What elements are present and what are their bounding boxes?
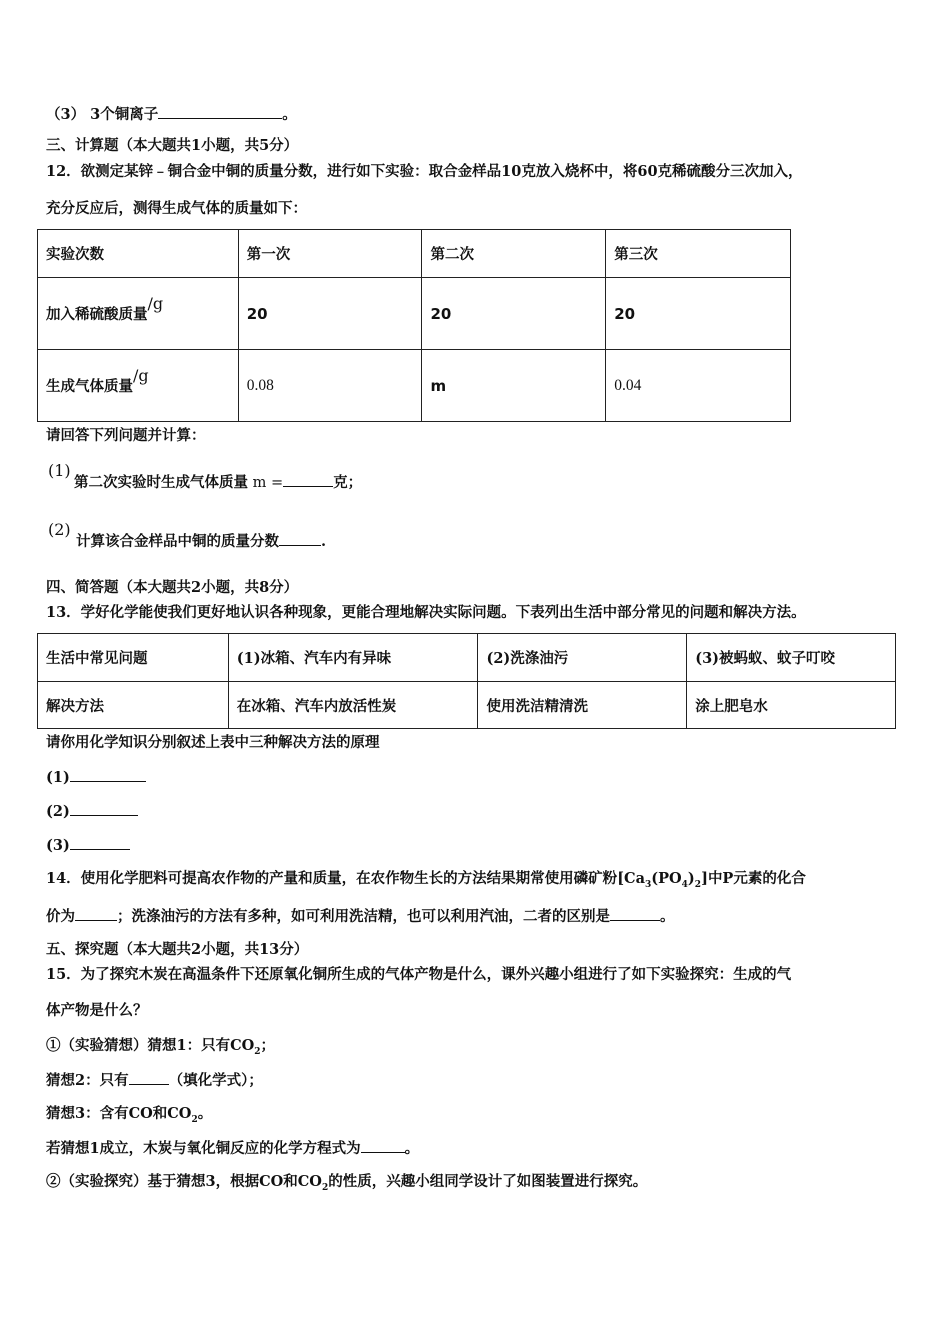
table-header-cell: 第一次 — [238, 230, 422, 278]
q12-sub2-number: (2) — [48, 520, 71, 539]
table-header-cell: 第三次 — [606, 230, 791, 278]
table-cell: m — [422, 350, 606, 422]
q12-sub1: 第二次实验时生成气体质量 m = 克； — [74, 474, 363, 491]
section-title-calc: 三、计算题（本大题共1小题，共5分） — [46, 137, 299, 154]
q12-prompt: 请回答下列问题并计算： — [46, 427, 206, 444]
answer-blank[interactable] — [75, 906, 117, 921]
answer-blank[interactable] — [70, 801, 138, 816]
row-label-acid: 加入稀硫酸质量/g — [38, 278, 239, 350]
q12-stem: 12．欲测定某锌﹣铜合金中铜的质量分数，进行如下实验：取合金样品10克放入烧杯中，将60克稀硫酸分三次加入， — [46, 163, 803, 180]
table-cell: 使用洗洁精清洗 — [478, 682, 687, 729]
q12-sub2: 计算该合金样品中铜的质量分数 . — [76, 533, 327, 550]
answer-blank[interactable] — [129, 1070, 169, 1085]
answer-blank[interactable] — [610, 906, 660, 921]
table-cell: 涂上肥皂水 — [687, 682, 896, 729]
answer-blank[interactable] — [158, 104, 282, 119]
answer-blank[interactable] — [283, 472, 333, 487]
row-label-gas: 生成气体质量/g — [38, 350, 239, 422]
q14-stem: 14．使用化学肥料可提高农作物的产量和质量，在农作物生长的方法结果期常使用磷矿粉$[Ca_3(PO_4)_2]$中P元素的化合 — [46, 870, 806, 890]
table-cell: 在冰箱、汽车内放活性炭 — [228, 682, 478, 729]
table-row — [38, 350, 791, 422]
q14-stem-cont: 价为 ；洗涤油污的方法有多种，如可利用洗洁精，也可以利用汽油，二者的区别是 。 — [46, 908, 675, 925]
q13-answer-3: (3) — [46, 835, 130, 856]
table-cell: 20 — [422, 278, 606, 350]
table-cell: 0.08 — [238, 350, 422, 422]
answer-blank[interactable] — [70, 835, 130, 850]
q12-sub1-number: (1) — [48, 461, 71, 480]
answer-blank[interactable] — [70, 767, 146, 782]
q15-guess-1: ①（实验猜想）猜想1：只有$CO_2$； — [46, 1037, 276, 1057]
q13-table — [37, 633, 896, 729]
q12-stem-cont: 充分反应后，测得生成气体的质量如下： — [46, 200, 307, 217]
table-cell: 生活中常见问题 — [38, 634, 229, 682]
table-cell: 解决方法 — [38, 682, 229, 729]
table-cell: 0.04 — [606, 350, 791, 422]
table-row — [38, 682, 896, 729]
table-row — [38, 634, 896, 682]
q11-part3-line: （3） 3个铜离子 。 — [46, 106, 297, 123]
q13-stem: 13．学好化学能使我们更好地认识各种现象，更能合理地解决实际问题。下表列出生活中部分常见的问题和解决方法。 — [46, 604, 806, 621]
answer-blank[interactable] — [279, 531, 321, 546]
q15-guess-3: 猜想3：含有CO和$CO_2$。 — [46, 1105, 213, 1125]
q13-prompt: 请你用化学知识分别叙述上表中三种解决方法的原理 — [46, 734, 380, 751]
q12-data-table — [37, 229, 791, 422]
table-cell: (2)洗涤油污 — [478, 634, 687, 682]
q15-experiment: ②（实验探究）基于猜想3，根据CO和$CO_2$的性质，兴趣小组同学设计了如图装置进行探究。 — [46, 1173, 648, 1193]
q15-equation-prompt: 若猜想1成立，木炭与氧化铜反应的化学方程式为 。 — [46, 1140, 420, 1157]
table-cell: (1)冰箱、汽车内有异味 — [228, 634, 478, 682]
q15-guess-2: 猜想2：只有 （填化学式）； — [46, 1072, 263, 1089]
table-cell: 20 — [238, 278, 422, 350]
q13-answer-1: (1) — [46, 767, 146, 788]
q15-stem-cont: 体产物是什么？ — [46, 1002, 148, 1019]
chemical-formula: $[Ca_3(PO_4)_2]$ — [617, 870, 708, 890]
answer-blank[interactable] — [361, 1138, 405, 1153]
table-cell: 20 — [606, 278, 791, 350]
q13-answer-2: (2) — [46, 801, 138, 822]
table-cell: (3)被蚂蚁、蚊子叮咬 — [687, 634, 896, 682]
q11-part3-text: （3） 3个铜离子 — [46, 106, 159, 123]
table-header-cell: 实验次数 — [38, 230, 239, 278]
q15-stem: 15．为了探究木炭在高温条件下还原氧化铜所生成的气体产物是什么，课外兴趣小组进行了如下实验探究：生成的气 — [46, 966, 792, 983]
section-title-explore: 五、探究题（本大题共2小题，共13分） — [46, 941, 309, 958]
table-row — [38, 278, 791, 350]
table-header-row — [38, 230, 791, 278]
table-header-cell: 第二次 — [422, 230, 606, 278]
section-title-short: 四、简答题（本大题共2小题，共8分） — [46, 579, 299, 596]
